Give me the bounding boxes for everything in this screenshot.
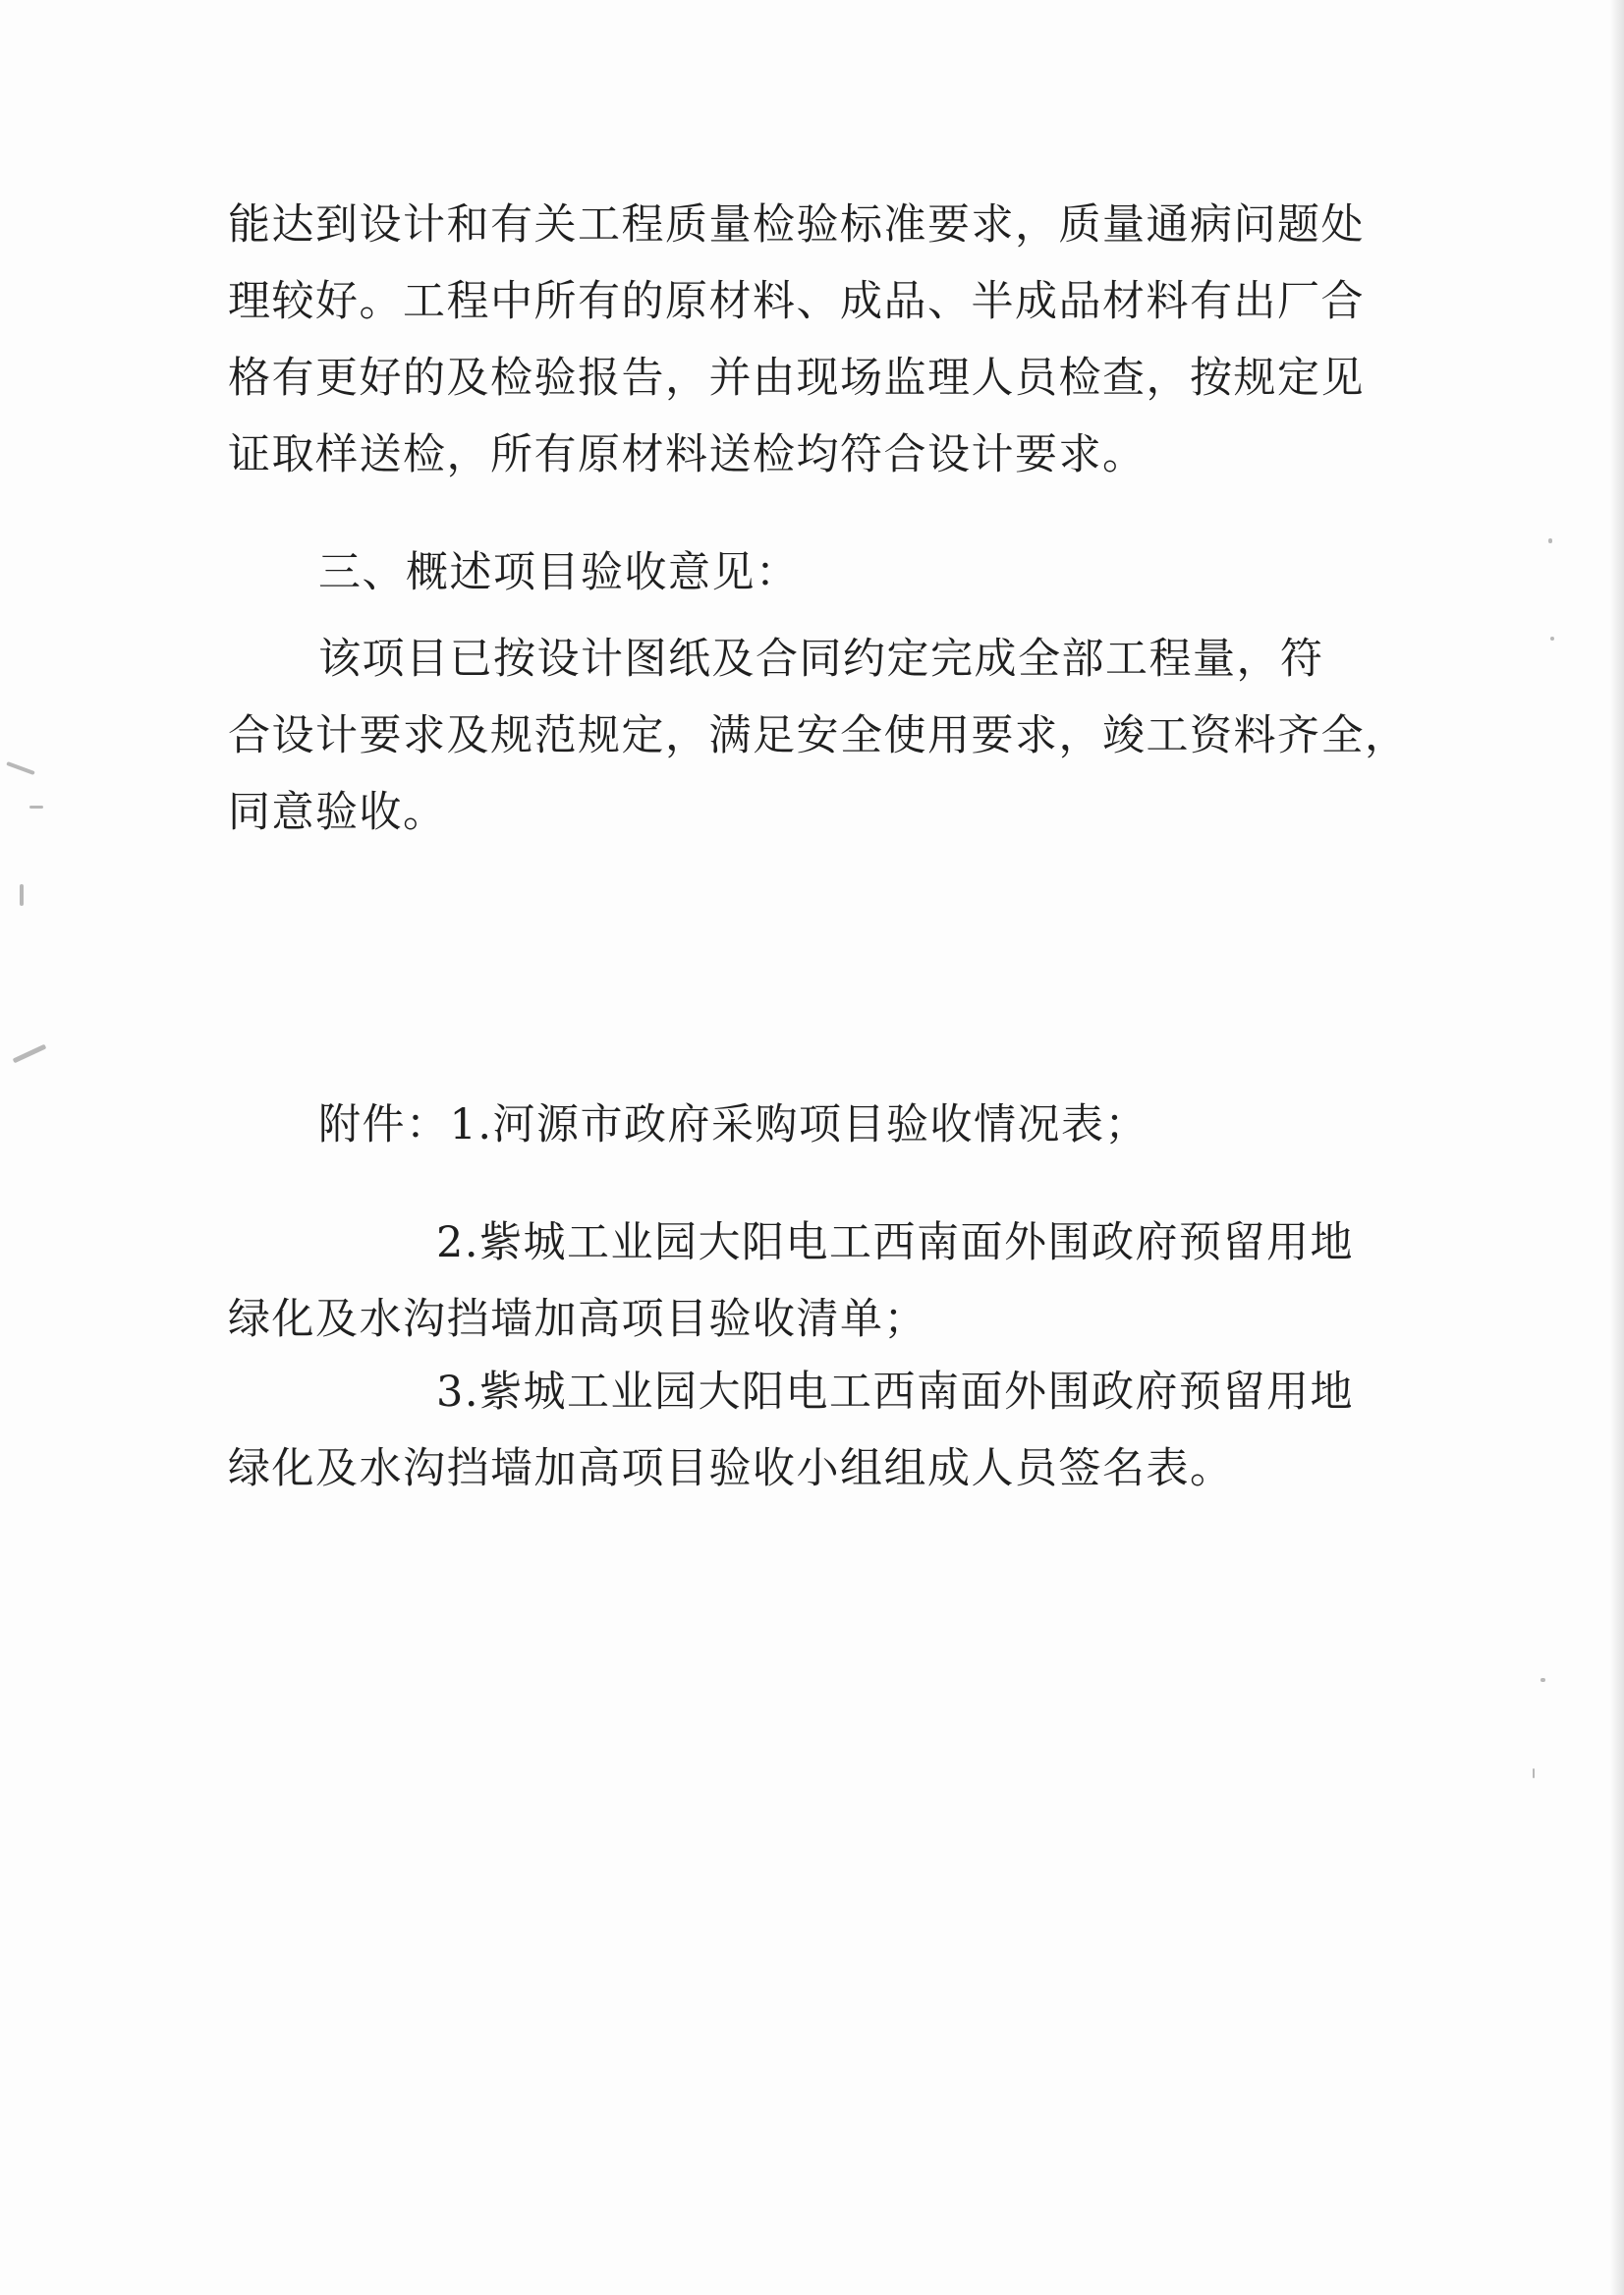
attachment-item-2-line-1: 2.紫城工业园大阳电工西南面外围政府预留用地 [436,1218,1355,1267]
paragraph-line: 格有更好的及检验报告，并由现场监理人员检查，按规定见 [228,354,1365,403]
scan-artifact [1550,637,1554,641]
attachment-item-1-text: 1.河源市政府采购项目验收情况表； [449,1100,1149,1149]
section-three-heading [228,534,1368,611]
attachment-item-3-line-1: 3.紫城工业园大阳电工西南面外围政府预留用地 [436,1368,1355,1417]
attachment-item-3 [228,1354,1368,1507]
scan-artifact [1548,538,1552,543]
scan-artifact [1533,1768,1535,1778]
paragraph-line: 同意验收。 [228,788,447,837]
attachment-item-2-line-2: 绿化及水沟挡墙加高项目验收清单； [228,1295,927,1344]
scan-artifact [1540,1678,1545,1682]
attachment-item-1 [228,1087,1368,1163]
section-three-paragraph [228,621,1409,851]
paragraph-line: 证取样送检，所有原材料送检均符合设计要求。 [228,430,1147,479]
attachment-label: 附件： [318,1100,450,1149]
paragraph-line: 合设计要求及规范规定，满足安全使用要求，竣工资料齐全， [228,711,1409,760]
paragraph-line: 该项目已按设计图纸及合同约定完成全部工程量，符 [318,635,1324,684]
section-one-tail-paragraph [228,187,1368,493]
attachment-item-3-line-2: 绿化及水沟挡墙加高项目验收小组组成人员签名表。 [228,1444,1234,1493]
section-heading: 三、概述项目验收意见： [318,548,800,597]
scan-artifact [6,761,35,775]
scan-artifact [29,806,43,809]
paragraph-line: 理较好。工程中所有的原材料、成品、半成品材料有出厂合 [228,277,1365,326]
scan-edge-shadow [1610,0,1624,2295]
paragraph-line: 能达到设计和有关工程质量检验标准要求，质量通病问题处 [228,200,1365,250]
attachments-block [228,1087,1368,1163]
scan-artifact [13,1044,47,1064]
attachment-item-2 [228,1204,1368,1358]
scan-artifact [20,884,24,906]
